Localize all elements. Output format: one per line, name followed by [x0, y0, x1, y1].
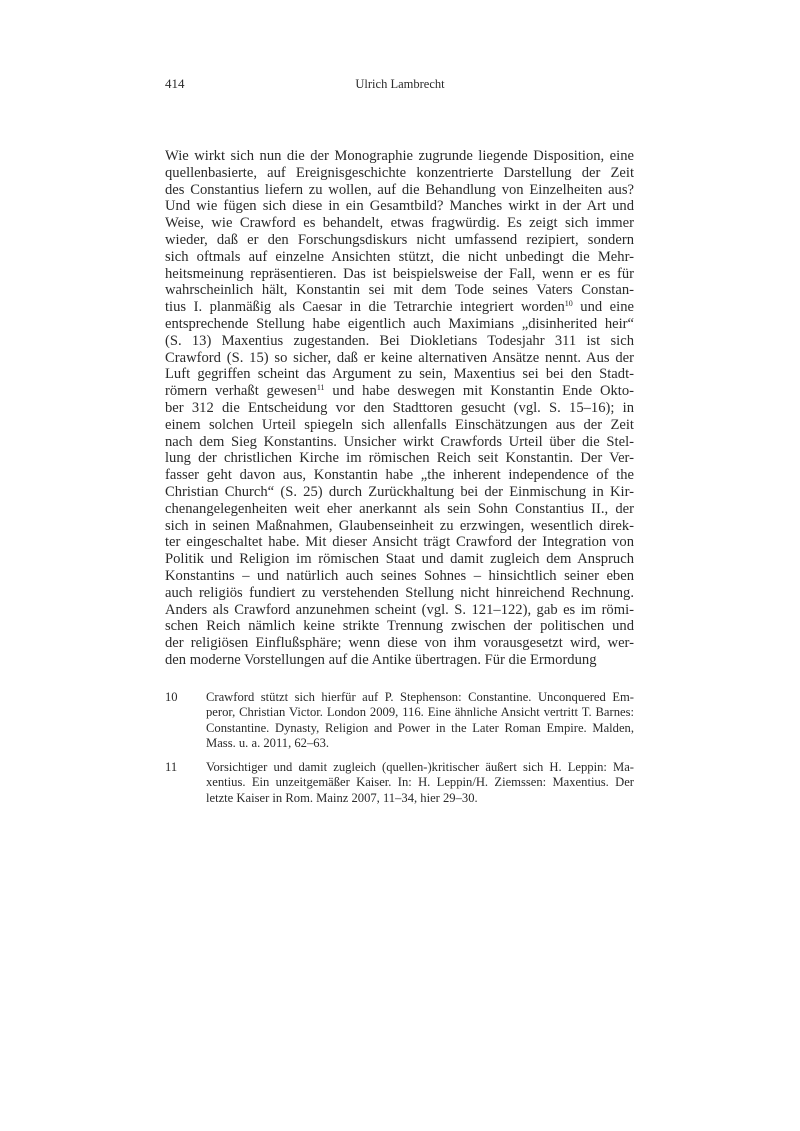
- footnote-line: xentius. Ein unzeitgemäßer Kaiser. In: H. Leppin/H. Ziemssen: Maxentius. Der: [206, 775, 634, 790]
- body-line: auch religiös fundiert zu verstehenden Stellung nicht hinreichend Rechnung.: [165, 584, 634, 601]
- text-segment: und eine: [572, 299, 634, 316]
- body-line: entsprechende Stellung habe eigentlich auch Maximians „disinherited heir“: [165, 315, 634, 332]
- footnote-line: Mass. u. a. 2011, 62–63.: [206, 736, 330, 751]
- body-line: Luft gegriffen scheint das Argument zu sein, Maxentius sei bei den Stadt-: [165, 366, 634, 383]
- page-number: 414: [165, 76, 185, 91]
- text-segment: römern verhaßt gewesen: [165, 383, 317, 400]
- body-line: des Constantius liefern zu wollen, auf die Behandlung von Einzelheiten aus?: [165, 181, 634, 198]
- footnote-number: 10: [165, 690, 178, 704]
- body-line: lung der christlichen Kirche im römischen Reich seit Konstantin. Der Ver-: [165, 450, 634, 467]
- body-line: ber 312 die Entscheidung vor den Stadttoren gesucht (vgl. S. 15–16); in: [165, 399, 634, 416]
- footnote-line: Crawford stützt sich hierfür auf P. Stephenson: Constantine. Unconquered Em-: [206, 690, 634, 704]
- body-line: Crawford (S. 15) so sicher, daß er keine alternativen Ansätze nennt. Aus der: [165, 349, 634, 366]
- body-line: [165, 299, 634, 316]
- body-line: (S. 13) Maxentius zugestanden. Bei Diokletians Todesjahr 311 ist sich: [165, 332, 634, 349]
- body-line: Anders als Crawford anzunehmen scheint (vgl. S. 121–122), gab es im römi-: [165, 601, 634, 618]
- body-line: schen Reich nämlich keine strikte Trennung zwischen der politischen und: [165, 618, 634, 635]
- body-line: chenangelegenheiten weit eher anerkannt als sein Sohn Constantius II., der: [165, 500, 634, 517]
- footnote-line: Constantine. Dynasty, Religion and Power in the Later Roman Empire. Malden,: [206, 720, 634, 735]
- body-line: quellenbasierte, auf Ereignisgeschichte konzentrierte Darstellung der Zeit: [165, 164, 634, 181]
- text-segment: tius I. planmäßig als Caesar in die Tetrarchie integriert worden: [165, 299, 565, 316]
- body-line: sich oftmals auf einzelne Ansichten stützt, die nicht unbedingt die Mehr-: [165, 248, 634, 265]
- body-line: der religiösen Einflußsphäre; wenn diese von ihm vorausgesetzt wird, wer-: [165, 635, 634, 652]
- body-line: Wie wirkt sich nun die der Monographie zugrunde liegende Disposition, eine: [165, 148, 634, 164]
- body-line: Konstantins – und natürlich auch seines Sohnes – hinsichtlich seiner eben: [165, 567, 634, 584]
- body-line: [165, 383, 634, 400]
- body-line: nach dem Sieg Konstantins. Unsicher wirkt Crawfords Urteil über die Stel-: [165, 433, 634, 450]
- footnote-10: [165, 690, 634, 752]
- footnote-number: 11: [165, 760, 178, 774]
- body-line: Christian Church“ (S. 25) durch Zurückhaltung bei der Einmischung in Kir-: [165, 483, 634, 500]
- body-line: heitsmeinung repräsentieren. Das ist beispielsweise der Fall, wenn er es für: [165, 265, 634, 282]
- body-text: [165, 148, 634, 669]
- body-line: fasser geht davon aus, Konstantin habe „the inherent independence of the: [165, 467, 634, 484]
- body-line: wieder, daß er den Forschungsdiskurs nicht umfassend rezipiert, sondern: [165, 231, 634, 248]
- running-head: Ulrich Lambrecht: [355, 77, 445, 91]
- body-line: Und wie fügen sich diese in ein Gesamtbild? Manches wirkt in der Art und: [165, 198, 634, 215]
- footnote-line: Vorsichtiger und damit zugleich (quellen-)kritischer äußert sich H. Leppin: Ma-: [206, 760, 634, 774]
- footnote-line: peror, Christian Victor. London 2009, 116. Eine ähnliche Ansicht vertritt T. Barnes:: [206, 705, 634, 720]
- text-segment: und habe deswegen mit Konstantin Ende Okto-: [324, 383, 634, 400]
- footnote-marker: 11: [316, 383, 325, 393]
- footnote-marker: 10: [564, 299, 573, 309]
- footnote-11: [165, 760, 634, 806]
- body-line: sich in seinen Maßnahmen, Glaubenseinheit zu erzwingen, wesentlich direk-: [165, 517, 634, 534]
- body-line: den moderne Vorstellungen auf die Antike übertragen. Für die Ermordung: [165, 651, 597, 668]
- footnote-line: letzte Kaiser in Rom. Mainz 2007, 11–34, hier 29–30.: [206, 790, 478, 805]
- body-line: einem solchen Urteil spiegeln sich allenfalls Einschätzungen aus der Zeit: [165, 416, 634, 433]
- body-line: ter eingeschaltet habe. Mit dieser Ansicht trägt Crawford der Integration von: [165, 534, 634, 551]
- body-line: Politik und Religion im römischen Staat und damit zugleich dem Anspruch: [165, 551, 634, 568]
- body-line: Weise, wie Crawford es behandelt, etwas fragwürdig. Es zeigt sich immer: [165, 215, 634, 232]
- body-line: wahrscheinlich hält, Konstantin sei mit dem Tode seines Vaters Constan-: [165, 282, 634, 299]
